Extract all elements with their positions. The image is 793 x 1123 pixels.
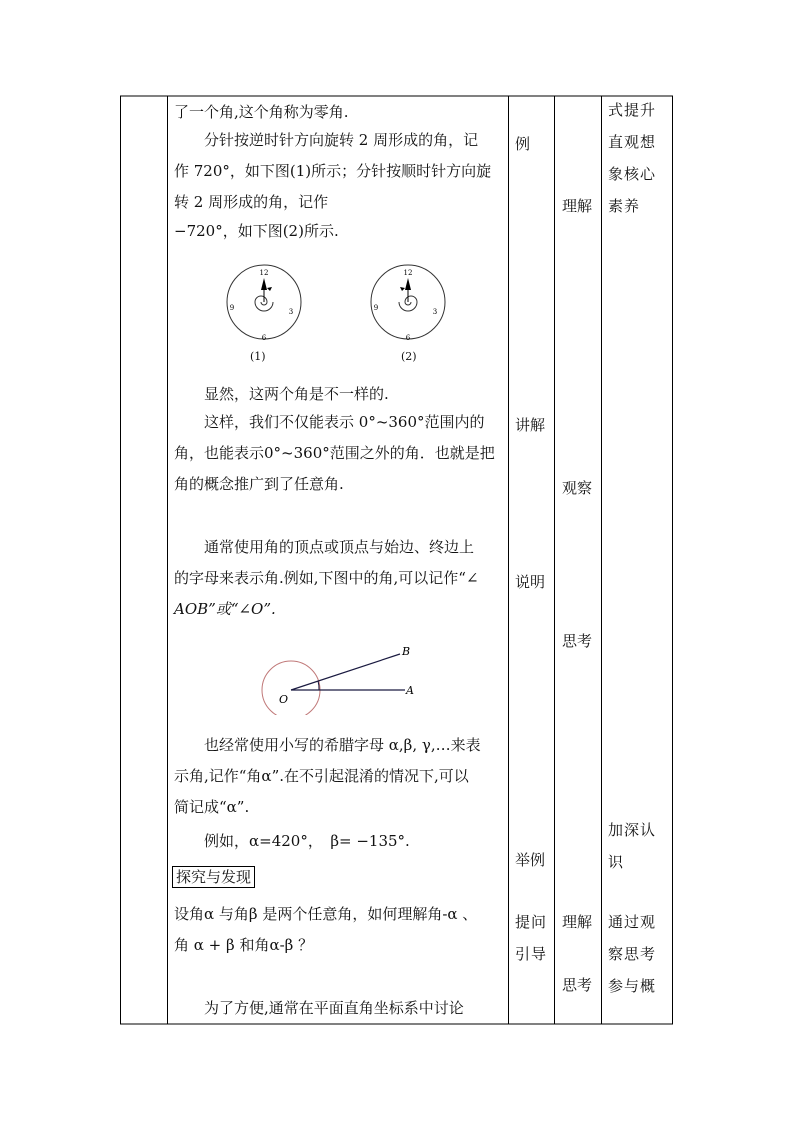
paragraph-greek — [174, 730, 481, 823]
clock-2 — [371, 265, 445, 342]
text-line: 转 2 周形成的角，记作 — [174, 193, 329, 211]
paragraph-notation — [174, 532, 479, 625]
paragraph-example: 例如，α=420°， β= −135°. — [174, 832, 410, 850]
text-line: 的字母来表示角.例如,下图中的角,可以记作“∠ — [174, 569, 479, 587]
label-b: B — [402, 645, 411, 658]
text-line: 作 720°，如下图(1)所示；分针按顺时针方向旋 — [174, 162, 492, 180]
text-line: 这样，我们不仅能表示 0°~360°范围内的 — [174, 413, 485, 431]
clock-1 — [227, 265, 301, 342]
text-line: 角，也能表示0°~360°范围之外的角．也就是把 — [174, 444, 495, 462]
student-sikao-2: 思考 — [562, 976, 593, 994]
text-line: 角 α + β 和角α-β ？ — [174, 936, 314, 954]
text-line: 通常使用角的顶点或顶点与始边、终边上 — [174, 538, 475, 556]
explore-label: 探究与发现 — [172, 866, 255, 888]
label-a: A — [406, 684, 414, 697]
figure-caption-1: (1) — [250, 350, 266, 363]
clock-number: 12 — [403, 269, 413, 277]
clock-number: 12 — [259, 269, 269, 277]
text-line: 象核心 — [608, 165, 657, 183]
student-guancha: 观察 — [562, 479, 593, 497]
text-line: 设角α 与角β 是两个任意角，如何理解角-α 、 — [174, 905, 478, 923]
text-line: 引导 — [515, 945, 548, 963]
text-line: 直观想 — [608, 133, 657, 151]
text-line: AOB”或“∠O”. — [174, 600, 276, 618]
clock-number: 9 — [373, 304, 379, 312]
paragraph-question — [174, 899, 477, 961]
paragraph-zero-angle: 了一个角,这个角称为零角. — [174, 103, 349, 121]
text-line: 素养 — [608, 197, 641, 215]
intent-top — [608, 94, 656, 222]
text-line: 加深认 — [608, 821, 657, 839]
figure-caption-2: (2) — [401, 350, 417, 363]
teacher-shuoming: 说明 — [515, 573, 546, 591]
paragraph-coordinate: 为了方便,通常在平面直角坐标系中讨论 — [174, 999, 464, 1017]
student-lijie-1: 理解 — [562, 197, 593, 215]
teacher-juli: 举例 — [515, 851, 546, 869]
label-o: O — [279, 693, 289, 706]
paragraph-extend — [174, 407, 495, 500]
clock-figures — [210, 258, 460, 368]
teacher-jiangjie: 讲解 — [515, 416, 546, 434]
intent-mid — [608, 814, 656, 878]
student-lijie-2: 理解 — [562, 913, 593, 931]
text-line: 分针按逆时针方向旋转 2 周形成的角，记 — [174, 131, 479, 149]
text-line: 参与概 — [608, 977, 657, 995]
teacher-li: 例 — [515, 135, 531, 153]
clock-number: 6 — [261, 334, 267, 342]
text-line: 也经常使用小写的希腊字母 α,β, γ,…来表 — [174, 736, 481, 754]
text-line: 角的概念推广到了任意角. — [174, 475, 344, 493]
intent-bottom — [608, 906, 656, 1002]
clock-number: 3 — [432, 308, 438, 316]
text-line: 通过观 — [608, 913, 657, 931]
text-line: −720°，如下图(2)所示. — [174, 222, 339, 240]
text-line: 示角,记作“角α”.在不引起混淆的情况下,可以 — [174, 767, 469, 785]
student-sikao-1: 思考 — [562, 632, 593, 650]
paragraph-different: 显然，这两个角是不一样的. — [174, 385, 389, 403]
paragraph-720 — [174, 125, 491, 244]
text-line: 提问 — [515, 913, 548, 931]
text-line: 式提升 — [608, 101, 657, 119]
clock-number: 6 — [405, 334, 411, 342]
clock-number: 3 — [288, 308, 294, 316]
text-line: 简记成“α”. — [174, 798, 250, 816]
text-line: 识 — [608, 853, 625, 871]
text-line: 察思考 — [608, 945, 657, 963]
teacher-tiwen — [515, 906, 547, 970]
clock-number: 9 — [229, 304, 235, 312]
angle-figure — [255, 640, 425, 715]
